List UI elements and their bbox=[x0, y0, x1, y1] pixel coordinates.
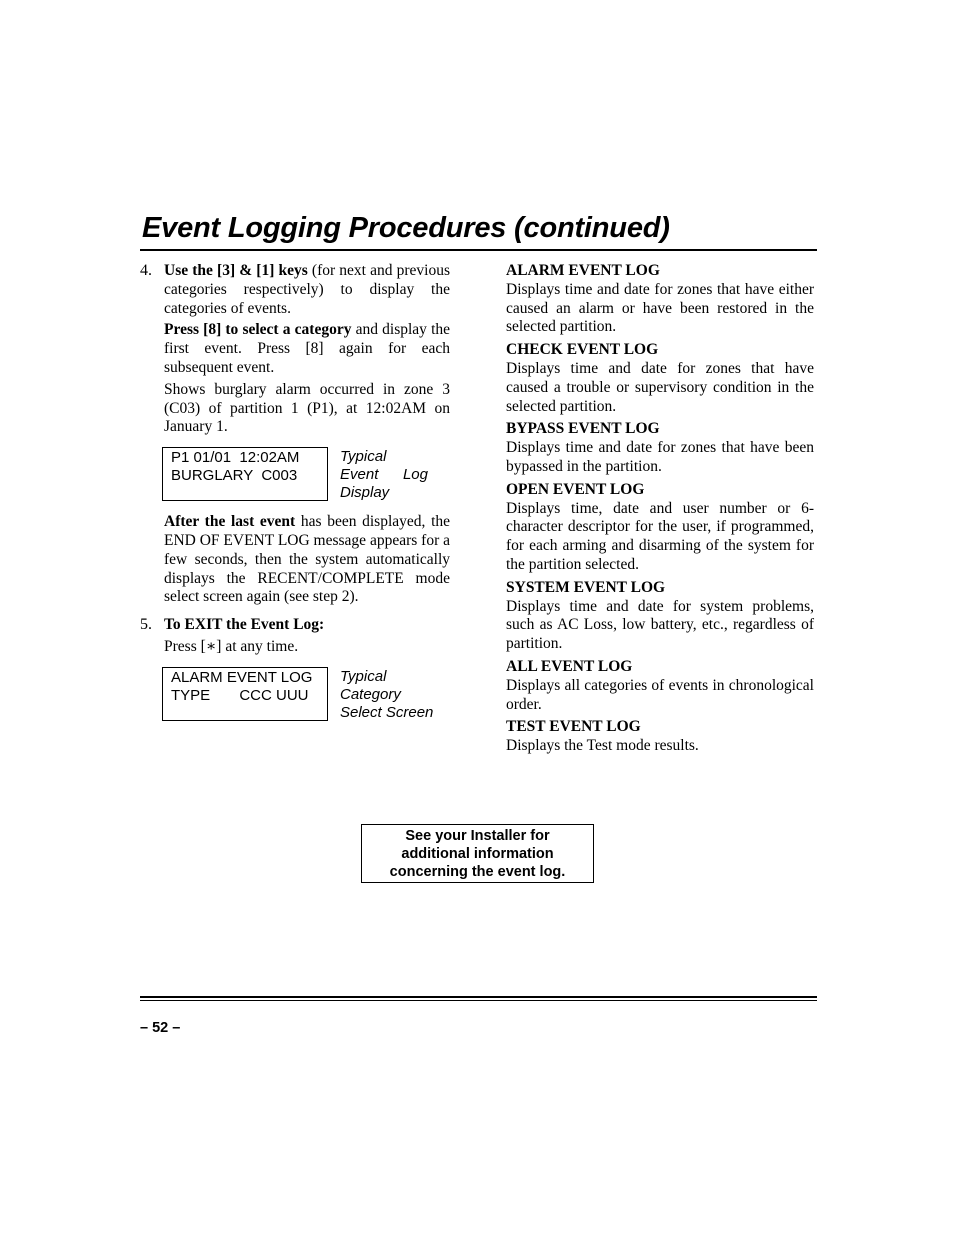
step-4 bbox=[140, 262, 450, 437]
lcd-line-2: BURGLARY C003 bbox=[171, 467, 298, 485]
caption-line-1: Typical bbox=[340, 667, 387, 685]
log-entry-all bbox=[506, 658, 814, 714]
caption-line-3: Display bbox=[340, 484, 390, 502]
log-entry-description: Displays time and date for zones that have been bypassed in the partition. bbox=[506, 439, 814, 475]
log-entry-description: Displays time and date for zones that have caused a trouble or supervisory condition in the selected partition. bbox=[506, 359, 814, 415]
step-5-paragraph-1: Press [∗] at any time. bbox=[164, 637, 299, 655]
step-4-keys-text: (for next and previous categories respectively) to display the categories of events. bbox=[164, 262, 450, 317]
event-log-display-example bbox=[162, 447, 450, 503]
lcd-line-1: P1 01/01 12:02AM bbox=[171, 449, 300, 467]
log-entry-heading: SYSTEM EVENT LOG bbox=[506, 578, 666, 596]
step-5 bbox=[140, 616, 450, 657]
step-4-continued bbox=[140, 513, 450, 607]
step-number: 4. bbox=[140, 262, 152, 279]
caption-line-3: Select Screen bbox=[340, 703, 434, 721]
note-line-3: concerning the event log. bbox=[389, 864, 566, 880]
step-4-paragraph-4 bbox=[164, 513, 450, 607]
log-entry-heading: OPEN EVENT LOG bbox=[506, 480, 645, 498]
log-entry-test bbox=[506, 718, 814, 756]
log-entry-system bbox=[506, 579, 814, 654]
installer-note-box bbox=[361, 824, 594, 883]
caption-line-2 bbox=[340, 466, 428, 484]
footer-rule bbox=[140, 996, 817, 998]
left-column bbox=[140, 262, 450, 733]
log-entry-open bbox=[506, 481, 814, 575]
caption-line-2: Category bbox=[340, 685, 401, 703]
log-entry-alarm bbox=[506, 262, 814, 337]
note-line-2: additional information bbox=[401, 846, 554, 862]
lcd-line-1: ALARM EVENT LOG bbox=[171, 668, 313, 686]
category-select-display-example bbox=[162, 667, 450, 723]
caption-line-1: Typical bbox=[340, 448, 387, 466]
footer-rule-thin bbox=[140, 1000, 817, 1001]
log-entry-description: Displays all categories of events in chronological order. bbox=[506, 676, 814, 713]
log-entry-heading: CHECK EVENT LOG bbox=[506, 341, 659, 359]
step-4-paragraph-3: Shows burglary alarm occurred in zone 3 (C03) of partition 1 (P1), at 12:02AM on January 1. bbox=[164, 380, 450, 436]
step-4-paragraph-1 bbox=[164, 262, 450, 318]
after-last-event-text: has been displayed, the END OF EVENT LOG message appears for a few seconds, then the system automatically displays the RECENT/COMPLETE mode select screen again (see step 2). bbox=[164, 513, 450, 606]
caption-word-event: Event bbox=[340, 466, 379, 484]
log-entry-description: Displays time and date for zones that have either caused an alarm or have been restored in the selected partition. bbox=[506, 280, 814, 336]
step-4-paragraph-2 bbox=[164, 321, 450, 377]
exit-heading: To EXIT the Event Log: bbox=[164, 616, 325, 634]
right-column bbox=[506, 262, 814, 756]
page-title: Event Logging Procedures (continued) bbox=[142, 212, 670, 244]
step-4-select-text: and display the first event. Press [8] again for each subsequent event. bbox=[164, 321, 451, 376]
log-entry-description: Displays the Test mode results. bbox=[506, 737, 699, 755]
lcd-line-2: TYPE CCC UUU bbox=[171, 686, 309, 704]
step-4-keys-instruction: Use the [3] & [1] keys bbox=[164, 262, 308, 279]
lcd-caption bbox=[340, 668, 450, 722]
step-number: 5. bbox=[140, 616, 152, 634]
log-entry-heading: TEST EVENT LOG bbox=[506, 718, 641, 736]
log-entry-heading: BYPASS EVENT LOG bbox=[506, 420, 660, 438]
note-line-1: See your Installer for bbox=[405, 828, 550, 844]
caption-word-log: Log bbox=[402, 466, 428, 484]
log-entry-check bbox=[506, 341, 814, 416]
log-entry-description: Displays time, date and user number or 6-character descriptor for the user, if programmed, for each arming and disarming of the system for the partition selected. bbox=[506, 499, 814, 573]
log-entry-description: Displays time and date for system problems, such as AC Loss, low battery, etc., regardless of partition. bbox=[506, 597, 814, 653]
log-entry-heading: ALL EVENT LOG bbox=[506, 657, 633, 675]
after-last-event-label: After the last event bbox=[164, 513, 296, 531]
log-entry-heading: ALARM EVENT LOG bbox=[506, 262, 660, 279]
lcd-display bbox=[162, 447, 328, 501]
lcd-display bbox=[162, 667, 328, 721]
page-number: – 52 – bbox=[140, 1020, 181, 1036]
title-rule bbox=[140, 249, 817, 251]
lcd-caption bbox=[340, 448, 432, 502]
step-4-select-instruction: Press [8] to select a category bbox=[164, 321, 352, 339]
step-5-heading bbox=[164, 616, 450, 635]
log-entry-bypass bbox=[506, 420, 814, 476]
